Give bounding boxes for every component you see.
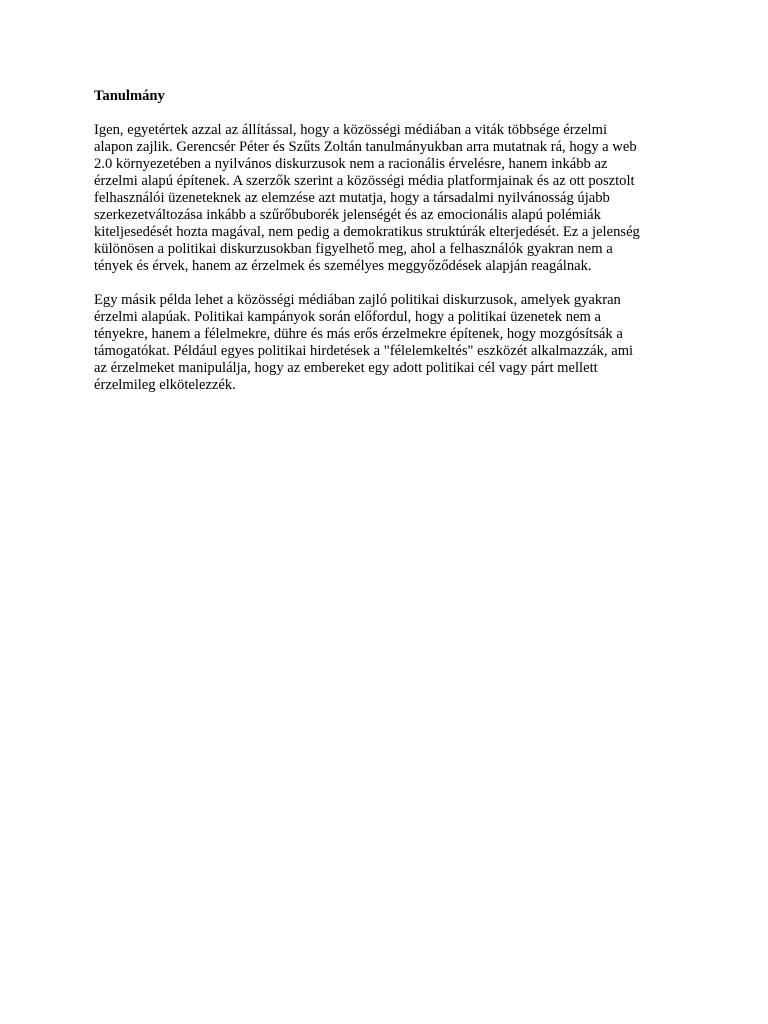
paragraph-line: tények és érvek, hanem az érzelmek és személyes meggyőződések alapján reagálnak. bbox=[94, 258, 592, 274]
paragraph-line: támogatókat. Például egyes politikai hirdetések a "félelemkeltés" eszközét alkalmazzák, ami bbox=[94, 343, 634, 359]
paragraph-line: az érzelmeket manipulálja, hogy az embereket egy adott politikai cél vagy párt mellett bbox=[94, 360, 598, 376]
paragraph-line: szerkezetváltozása inkább a szűrőbuborék jelenségét és az emocionális alapú polémiák bbox=[94, 207, 601, 223]
paragraph-line: 2.0 környezetében a nyilvános diskurzusok nem a racionális érvelésre, hanem inkább az bbox=[94, 156, 608, 172]
paragraph-line: Igen, egyetértek azzal az állítással, hogy a közösségi médiában a viták többsége érzelmi bbox=[94, 122, 607, 138]
paragraph-line: érzelmi alapú építenek. A szerzők szerint a közösségi média platformjainak és az ott posztolt bbox=[94, 173, 635, 189]
paragraph-line: felhasználói üzeneteknek az elemzése azt mutatja, hogy a társadalmi nyilvánosság újabb bbox=[94, 190, 610, 206]
paragraph-line: Egy másik példa lehet a közösségi médiában zajló politikai diskurzusok, amelyek gyakran bbox=[94, 292, 621, 308]
paragraph-1 bbox=[94, 122, 684, 275]
paragraph-line: alapon zajlik. Gerencsér Péter és Szűts Zoltán tanulmányukban arra mutatnak rá, hogy a web bbox=[94, 139, 637, 155]
document-body bbox=[94, 88, 684, 411]
paragraph-line: kiteljesedését hozta magával, nem pedig a demokratikus struktúrák elterjedését. Ez a jelenség bbox=[94, 224, 640, 240]
paragraph-line: különösen a politikai diskurzusokban figyelhető meg, ahol a felhasználók gyakran nem a bbox=[94, 241, 613, 257]
paragraph-line: érzelmi alapúak. Politikai kampányok során előfordul, hogy a politikai üzenetek nem a bbox=[94, 309, 601, 325]
paragraph-line: tényekre, hanem a félelmekre, dühre és más erős érzelmekre építenek, hogy mozgósítsák a bbox=[94, 326, 623, 342]
paragraph-2 bbox=[94, 292, 684, 394]
paragraph-line: érzelmileg elkötelezzék. bbox=[94, 377, 236, 393]
document-title: Tanulmány bbox=[94, 88, 165, 104]
